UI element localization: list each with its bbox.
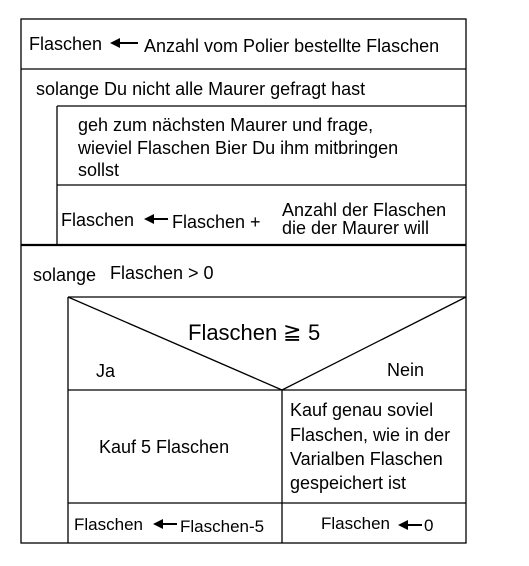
yes-assign-var: Flaschen — [74, 515, 143, 534]
loop2-header-word: solange — [33, 265, 97, 285]
no-assign-expr: 0 — [424, 516, 434, 535]
decision-condition-var: Flaschen — [188, 320, 278, 345]
loop1-step2-expr-left: Flaschen + — [172, 212, 261, 232]
loop1-step2-expr-right-line1: Anzahl der Flaschen — [282, 200, 447, 220]
decision-condition-val: 5 — [308, 320, 321, 345]
no-action-line1: Kauf genau soviel — [290, 400, 434, 420]
yes-assign-expr: Flaschen-5 — [180, 517, 265, 536]
no-action-line4: gespeichert ist — [290, 473, 407, 493]
loop1-header: solange Du nicht alle Maurer gefragt hast — [36, 79, 366, 99]
no-action-line2: Flaschen, wie in der — [290, 425, 451, 445]
no-assign-var: Flaschen — [321, 514, 390, 533]
loop1-step1-line1: geh zum nächsten Maurer und frage, — [78, 115, 374, 135]
no-action-line3: Varialben Flaschen — [290, 449, 443, 469]
decision-no-label: Nein — [387, 360, 425, 380]
arrow-left-icon — [153, 519, 177, 529]
arrow-left-icon — [144, 214, 168, 224]
loop1-step2-var: Flaschen — [61, 210, 135, 230]
loop1-step1-line2: wieviel Flaschen Bier Du ihm mitbringen — [78, 138, 399, 158]
loop1-step2-expr-right-line2: die der Maurer will — [282, 218, 430, 238]
decision-yes-label: Ja — [96, 361, 116, 381]
init-expr: Anzahl vom Polier bestellte Flaschen — [144, 36, 440, 56]
loop2-header-condition: Flaschen > 0 — [110, 263, 214, 283]
yes-action: Kauf 5 Flaschen — [99, 437, 230, 457]
loop1-step1-line3: sollst — [78, 160, 120, 180]
decision-condition-op: ≧ — [283, 319, 302, 344]
arrow-left-icon — [398, 520, 422, 530]
arrow-left-icon — [110, 38, 138, 48]
init-var: Flaschen — [29, 34, 103, 54]
